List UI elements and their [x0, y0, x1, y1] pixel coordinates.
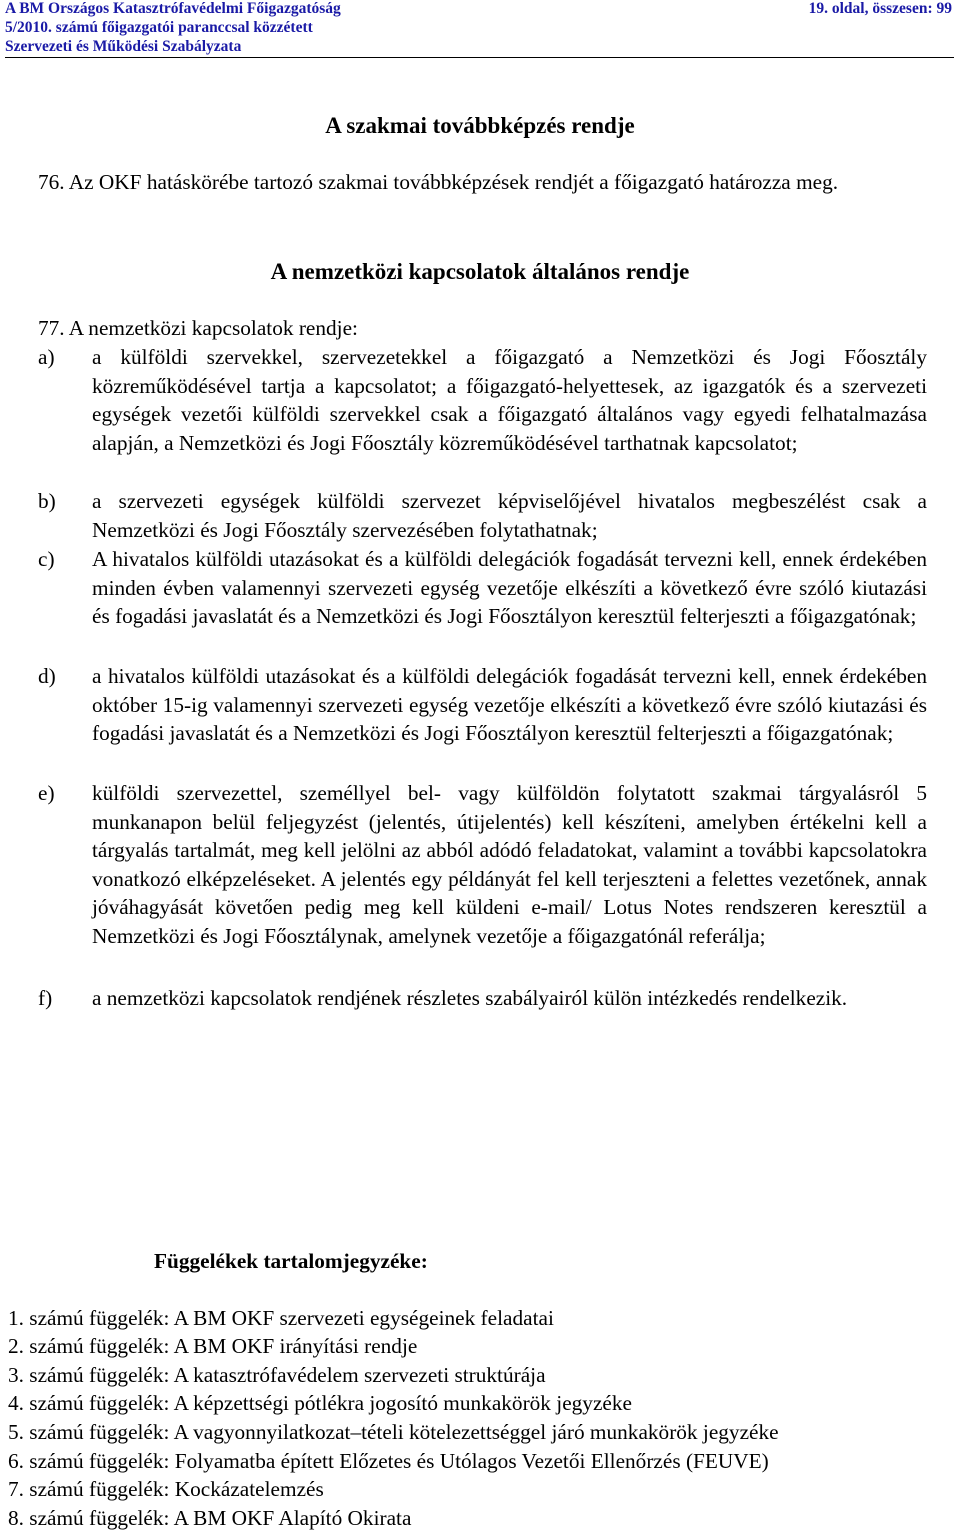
item-text-b: a szervezeti egységek külföldi szervezet képviselőjével hivatalos megbeszélést csak a Nemzetközi és Jogi Főosztály szervezésében folytathatnak;: [92, 489, 927, 542]
header-doc-title: Szervezeti és Működési Szabályzata: [5, 38, 242, 55]
header-divider: [5, 57, 954, 58]
paragraph-77: 77. A nemzetközi kapcsolatok rendje:: [38, 316, 358, 340]
item-label-a: a): [38, 345, 55, 369]
item-label-e: e): [38, 781, 55, 805]
item-text-f: a nemzetközi kapcsolatok rendjének részletes szabályairól külön intézkedés rendelkezik.: [92, 986, 848, 1010]
item-text-c: A hivatalos külföldi utazásokat és a külföldi delegációk fogadását tervezni kell, ennek érdekében minden évben valamennyi szervezeti egység vezetője elkészíti a következő évre szóló kiutazási és fogadási javaslatát és a Nemzetközi és Jogi Főosztályon keresztül felterjeszti a főigazgatónak;: [92, 547, 927, 629]
header-decree: 5/2010. számú főigazgatói paranccsal közzétett: [5, 19, 313, 36]
appendix-item: 4. számú függelék: A képzettségi pótlékra jogosító munkakörök jegyzéke: [8, 1391, 632, 1415]
item-label-c: c): [38, 547, 55, 571]
item-text-e: külföldi szervezettel, személlyel bel- vagy külföldön folytatott szakmai tárgyalásról 5 munkanapon belül feljegyzést (jelentés, útijelentés) kell készíteni, amelyben értékelni kell a tárgyalás tartalmát, meg kell jelölni az abból adódó feladatokat, valamint a további kapcsolatokra vonatkozó elképzeléseket. A jelentés egy példányát fel kell terjeszteni a felettes vezetőnek, annak jóváhagyását követően pedig meg kell küldeni e-mail/ Lotus Notes rendszeren keresztül a Nemzetközi és Jogi Főosztálynak, amelynek vezetője a főigazgatónál referálja;: [92, 781, 927, 948]
appendix-item: 6. számú függelék: Folyamatba épített Előzetes és Utólagos Vezetői Ellenőrzés (FEUVE): [8, 1449, 769, 1473]
appendix-item: 5. számú függelék: A vagyonnyilatkozat–tételi kötelezettséggel járó munkakörök jegyzéke: [8, 1420, 779, 1444]
paragraph-76: 76. Az OKF hatáskörébe tartozó szakmai továbbképzések rendjét a főigazgató határozza meg.: [38, 170, 839, 194]
appendix-item: 1. számú függelék: A BM OKF szervezeti egységeinek feladatai: [8, 1306, 554, 1330]
item-text-d: a hivatalos külföldi utazásokat és a külföldi delegációk fogadását tervezni kell, ennek érdekében október 15-ig valamennyi szervezeti egység vezetője elkészíti a következő évre szóló kiutazási és fogadási javaslatát és a Nemzetközi és Jogi Főosztályon keresztül felterjeszti a főigazgatónak;: [92, 664, 927, 746]
item-text-a: a külföldi szervekkel, szervezetekkel a főigazgató a Nemzetközi és Jogi Főosztály közreműködésével tartja a kapcsolatot; a főigazgató-helyettesek, az igazgatók és a szervezeti egységek vezetői külföldi szervekkel csak a főigazgató általános vagy egyedi felhatalmazása alapján, a Nemzetközi és Jogi Főosztály közreműködésével tarthatnak kapcsolatot;: [92, 345, 927, 455]
item-label-b: b): [38, 489, 56, 513]
appendix-item: 2. számú függelék: A BM OKF irányítási rendje: [8, 1334, 418, 1358]
section-title-training: A szakmai továbbképzés rendje: [325, 113, 635, 138]
item-label-d: d): [38, 664, 56, 688]
item-label-f: f): [38, 986, 53, 1010]
header-org-name: A BM Országos Katasztrófavédelmi Főigazgatóság: [5, 0, 341, 17]
appendix-item: 7. számú függelék: Kockázatelemzés: [8, 1477, 324, 1501]
appendix-item: 8. számú függelék: A BM OKF Alapító Okirata: [8, 1506, 412, 1530]
header-page-number: 19. oldal, összesen: 99: [808, 0, 952, 17]
appendix-item: 3. számú függelék: A katasztrófavédelem szervezeti struktúrája: [8, 1363, 546, 1387]
appendix-title: Függelékek tartalomjegyzéke:: [154, 1249, 428, 1273]
section-title-international: A nemzetközi kapcsolatok általános rendje: [270, 259, 690, 284]
